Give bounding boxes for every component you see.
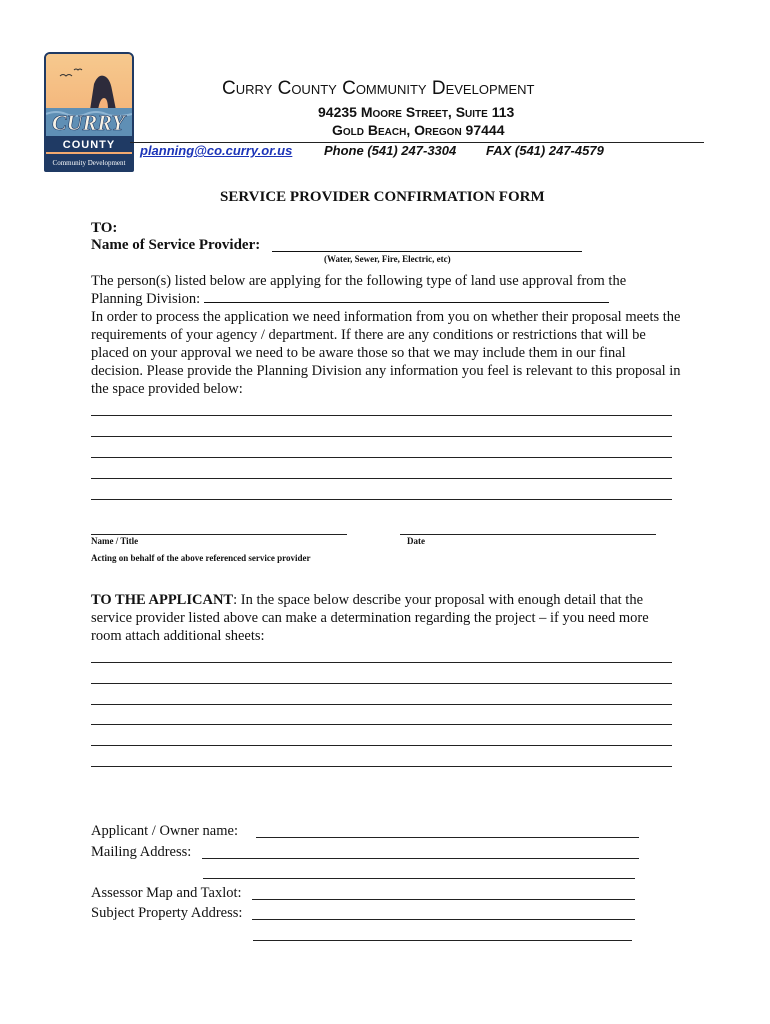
svg-text:CURRY: CURRY	[52, 110, 125, 135]
logo-graphic	[46, 54, 132, 170]
svg-text:COUNTY: COUNTY	[62, 139, 116, 151]
map-taxlot-field[interactable]	[252, 899, 635, 900]
mailing-address-field-2[interactable]	[203, 878, 635, 879]
service-provider-label: Name of Service Provider:	[91, 237, 261, 253]
name-title-label: Name / Title	[91, 536, 139, 546]
address-line-2: Gold Beach, Oregon 97444	[332, 122, 505, 138]
provider-response-line[interactable]	[91, 478, 672, 479]
acting-on-behalf-note: Acting on behalf of the above referenced service provider	[91, 553, 311, 563]
applicant-heading: TO THE APPLICANT	[91, 592, 234, 608]
owner-name-label: Applicant / Owner name:	[91, 823, 238, 839]
proposal-line[interactable]	[91, 745, 672, 746]
provider-response-line[interactable]	[91, 499, 672, 500]
applicant-instructions	[91, 591, 681, 645]
owner-name-field[interactable]	[256, 837, 639, 838]
address-line-1: 94235 Moore Street, Suite 113	[318, 104, 515, 120]
form-title: SERVICE PROVIDER CONFIRMATION FORM	[220, 189, 545, 205]
intro-paragraph	[91, 272, 681, 398]
property-address-field-2[interactable]	[253, 940, 632, 941]
property-address-label: Subject Property Address:	[91, 905, 243, 921]
name-title-field[interactable]	[91, 534, 347, 535]
mailing-address-field[interactable]	[202, 858, 639, 859]
org-name: Curry County Community Development	[222, 78, 535, 99]
email-link[interactable]: planning@co.curry.or.us	[140, 143, 293, 158]
provider-response-line[interactable]	[91, 415, 672, 416]
phone-number: Phone (541) 247-3304	[324, 143, 457, 158]
provider-response-line[interactable]	[91, 436, 672, 437]
proposal-line[interactable]	[91, 662, 672, 663]
map-taxlot-label: Assessor Map and Taxlot:	[91, 885, 242, 901]
proposal-line[interactable]	[91, 704, 672, 705]
svg-text:Community Development: Community Development	[52, 159, 126, 167]
date-label: Date	[407, 536, 425, 546]
mailing-address-label: Mailing Address:	[91, 844, 192, 860]
approval-type-field[interactable]	[204, 290, 609, 303]
to-label: TO:	[91, 220, 118, 236]
property-address-field[interactable]	[252, 919, 635, 920]
provider-response-line[interactable]	[91, 457, 672, 458]
applicant-text: : In the space below describe your proposal with enough detail that the service provider listed above can make a determination regarding the project – if you need more room attach additional sheets:	[91, 592, 649, 644]
service-provider-hint: (Water, Sewer, Fire, Electric, etc)	[324, 254, 451, 264]
county-logo	[44, 52, 134, 172]
intro-text-part1: The person(s) listed below are applying for the following type of land use approval from the Planning Division:	[91, 273, 627, 307]
fax-number: FAX (541) 247-4579	[486, 143, 604, 158]
intro-text-part2: In order to process the application we need information from you on whether their proposal meets the requirements of your agency / department. If there are any conditions or restrictions that will be placed on your approval we need to be aware those so that we may include them in our final decision. Please provide the Planning Division any information you feel is relevant to this proposal in the space provided below:	[91, 309, 681, 397]
proposal-line[interactable]	[91, 683, 672, 684]
service-provider-field[interactable]	[272, 251, 582, 252]
proposal-line[interactable]	[91, 724, 672, 725]
proposal-line[interactable]	[91, 766, 672, 767]
date-field[interactable]	[400, 534, 656, 535]
